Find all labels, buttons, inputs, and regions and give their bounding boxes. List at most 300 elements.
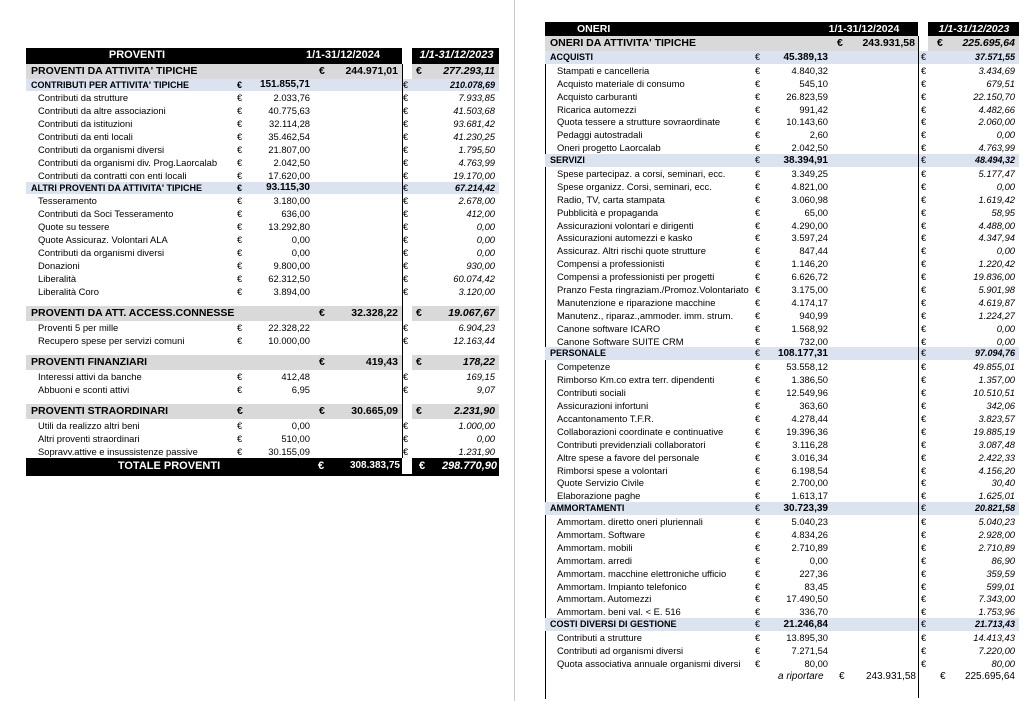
euro-sign: € bbox=[237, 105, 243, 116]
row-previous-value: 4.619,87 bbox=[978, 296, 1015, 308]
page-divider bbox=[514, 0, 515, 701]
section-current-value: 30.665,09 bbox=[351, 405, 398, 417]
euro-sign: € bbox=[921, 206, 927, 218]
table-row bbox=[26, 104, 499, 117]
euro-sign: € bbox=[237, 221, 243, 232]
table-row bbox=[545, 592, 1019, 605]
table-row bbox=[26, 194, 499, 207]
spacer bbox=[26, 347, 499, 355]
row-previous-value: 599,01 bbox=[986, 580, 1015, 592]
period-current: 1/1-31/12/2024 bbox=[828, 23, 900, 35]
euro-sign: € bbox=[403, 118, 409, 129]
subtotal-previous-value: 20.821,58 bbox=[974, 503, 1015, 514]
section-label: PROVENTI DA ATTIVITA' TIPICHE bbox=[31, 65, 198, 77]
euro-sign: € bbox=[403, 144, 409, 155]
row-previous-value: 3.823,57 bbox=[978, 412, 1015, 424]
row-previous-value: 4.488,00 bbox=[978, 219, 1015, 231]
row-current-value: 0,00 bbox=[809, 554, 828, 566]
euro-sign: € bbox=[755, 438, 761, 450]
table-row bbox=[545, 270, 1019, 283]
row-current-value: 4.290,00 bbox=[791, 219, 828, 231]
row-label: Contributi a strutture bbox=[557, 632, 642, 644]
row-current-value: 3.349,25 bbox=[791, 168, 828, 180]
table-row bbox=[545, 206, 1019, 219]
row-previous-value: 10.510,51 bbox=[973, 387, 1015, 399]
euro-sign: € bbox=[921, 180, 927, 192]
period-current: 1/1-31/12/2024 bbox=[305, 49, 380, 61]
row-current-value: 847,44 bbox=[799, 245, 828, 257]
row-previous-value: 1.795,50 bbox=[458, 144, 495, 155]
euro-sign: € bbox=[937, 37, 943, 49]
euro-sign: € bbox=[416, 65, 422, 77]
table-row bbox=[545, 567, 1019, 580]
row-current-value: 2.042,50 bbox=[273, 157, 310, 168]
table-row bbox=[545, 115, 1019, 128]
table-row bbox=[545, 296, 1019, 309]
euro-sign: € bbox=[403, 80, 409, 90]
row-previous-value: 2.678,00 bbox=[458, 195, 495, 206]
euro-sign: € bbox=[319, 307, 325, 319]
euro-sign: € bbox=[237, 335, 243, 346]
row-previous-value: 0,00 bbox=[476, 234, 495, 245]
row-label: Interessi attivi da banche bbox=[38, 371, 142, 382]
row-label: Ammortam. mobili bbox=[557, 541, 633, 553]
row-current-value: 6.626,72 bbox=[791, 271, 828, 283]
euro-sign: € bbox=[921, 64, 927, 76]
euro-sign: € bbox=[921, 490, 927, 502]
row-current-value: 336,70 bbox=[799, 606, 828, 618]
row-label: Quote Assicuraz. Volontari ALA bbox=[38, 234, 168, 245]
row-label: Compensi a professionisti bbox=[557, 258, 665, 270]
row-label: Contributi ad organismi diversi bbox=[557, 644, 684, 656]
euro-sign: € bbox=[403, 131, 409, 142]
euro-sign: € bbox=[755, 77, 761, 89]
row-previous-value: 5.040,23 bbox=[978, 516, 1015, 528]
table-row bbox=[545, 167, 1019, 180]
row-current-value: 0,00 bbox=[291, 234, 310, 245]
euro-sign: € bbox=[921, 296, 927, 308]
euro-sign: € bbox=[755, 52, 761, 62]
section-header-row bbox=[545, 36, 1019, 51]
row-current-value: 1.568,92 bbox=[791, 322, 828, 334]
row-label: Rimborsi spese a volontari bbox=[557, 464, 668, 476]
table-row bbox=[545, 128, 1019, 141]
row-current-value: 83,45 bbox=[804, 580, 828, 592]
total-current: 308.383,75 bbox=[349, 460, 400, 471]
row-current-value: 17.620,00 bbox=[268, 170, 310, 181]
euro-sign: € bbox=[755, 464, 761, 476]
euro-sign: € bbox=[921, 554, 927, 566]
row-label: Contributi da organismi diversi bbox=[38, 144, 165, 155]
section-previous-value: 19.067,67 bbox=[448, 307, 495, 319]
table-row bbox=[545, 141, 1019, 154]
table-row bbox=[545, 464, 1019, 477]
row-label: Acquisto carburanti bbox=[557, 90, 638, 102]
euro-sign: € bbox=[237, 446, 243, 457]
row-previous-value: 7.933,85 bbox=[458, 92, 495, 103]
row-previous-value: 41.503,68 bbox=[453, 105, 495, 116]
euro-sign: € bbox=[921, 477, 927, 489]
row-previous-value: 6.904,23 bbox=[458, 322, 495, 333]
row-label: Ammortam. beni val. < E. 516 bbox=[557, 606, 681, 618]
euro-sign: € bbox=[403, 221, 409, 232]
row-label: Canone software ICARO bbox=[557, 322, 661, 334]
section-current-value: 419,43 bbox=[365, 356, 398, 368]
table-row bbox=[26, 334, 499, 347]
row-label: Assicurazioni volontari e dirigenti bbox=[557, 219, 694, 231]
euro-sign: € bbox=[755, 632, 761, 644]
subtotal-label: PERSONALE bbox=[550, 348, 607, 359]
row-label: Contributi sociali bbox=[557, 387, 626, 399]
subtotal-current-value: 30.723,39 bbox=[783, 503, 828, 515]
euro-sign: € bbox=[921, 361, 927, 373]
row-label: Pedaggi autostradali bbox=[557, 129, 643, 141]
euro-sign: € bbox=[755, 129, 761, 141]
row-current-value: 62.312,50 bbox=[268, 273, 310, 284]
row-previous-value: 1.224,27 bbox=[978, 309, 1015, 321]
table-row bbox=[26, 117, 499, 130]
euro-sign: € bbox=[921, 400, 927, 412]
table-row bbox=[545, 657, 1019, 670]
euro-sign: € bbox=[755, 232, 761, 244]
row-label: Spese organizz. Corsi, seminari, ecc. bbox=[557, 180, 712, 192]
euro-sign: € bbox=[839, 670, 845, 682]
row-previous-value: 1.357,00 bbox=[978, 374, 1015, 386]
euro-sign: € bbox=[921, 412, 927, 424]
row-previous-value: 0,00 bbox=[996, 335, 1015, 347]
row-label: Competenze bbox=[557, 361, 611, 373]
subtotal-row bbox=[26, 79, 499, 91]
euro-sign: € bbox=[755, 490, 761, 502]
euro-sign: € bbox=[921, 129, 927, 141]
row-current-value: 26.823,59 bbox=[786, 90, 828, 102]
table-row bbox=[545, 244, 1019, 257]
row-label: Assicurazioni infortuni bbox=[557, 400, 649, 412]
row-previous-value: 3.434,69 bbox=[978, 64, 1015, 76]
euro-sign: € bbox=[403, 273, 409, 284]
row-previous-value: 12.163,44 bbox=[453, 335, 495, 346]
row-label: Pranzo Festa ringraziam./Promoz.Volontariato bbox=[557, 284, 749, 296]
table-row bbox=[545, 399, 1019, 412]
row-previous-value: 4.482,66 bbox=[978, 103, 1015, 115]
euro-sign: € bbox=[403, 195, 409, 206]
subtotal-label: ACQUISTI bbox=[550, 52, 594, 62]
proventi-table bbox=[26, 48, 499, 476]
row-label: Contributi da enti locali bbox=[38, 131, 133, 142]
row-previous-value: 7.343,00 bbox=[978, 593, 1015, 605]
euro-sign: € bbox=[755, 168, 761, 180]
euro-sign: € bbox=[921, 309, 927, 321]
euro-sign: € bbox=[237, 157, 243, 168]
row-label: Sopravv.attive e insussistenze passive bbox=[38, 446, 198, 457]
row-current-value: 65,00 bbox=[804, 206, 828, 218]
table-row bbox=[545, 541, 1019, 554]
euro-sign: € bbox=[237, 118, 243, 129]
row-current-value: 1.146,20 bbox=[791, 258, 828, 270]
euro-sign: € bbox=[755, 387, 761, 399]
euro-sign: € bbox=[755, 361, 761, 373]
row-previous-value: 2.710,89 bbox=[978, 541, 1015, 553]
euro-sign: € bbox=[755, 219, 761, 231]
bottom-rule bbox=[26, 474, 499, 476]
row-label: Contributi da Soci Tesseramento bbox=[38, 208, 174, 219]
euro-sign: € bbox=[921, 103, 927, 115]
row-label: Ammortam. diretto oneri pluriennali bbox=[557, 516, 703, 528]
row-current-value: 4.834,26 bbox=[791, 528, 828, 540]
row-label: Donazioni bbox=[38, 260, 80, 271]
row-previous-value: 9,07 bbox=[476, 384, 495, 395]
row-label: Contributi da strutture bbox=[38, 92, 129, 103]
row-current-value: 4.278,44 bbox=[791, 412, 828, 424]
row-label: Canone Software SUITE CRM bbox=[557, 335, 684, 347]
euro-sign: € bbox=[755, 245, 761, 257]
euro-sign: € bbox=[755, 64, 761, 76]
euro-sign: € bbox=[755, 206, 761, 218]
euro-sign: € bbox=[921, 580, 927, 592]
euro-sign: € bbox=[755, 335, 761, 347]
row-previous-value: 2.422,33 bbox=[978, 451, 1015, 463]
euro-sign: € bbox=[921, 387, 927, 399]
euro-sign: € bbox=[921, 541, 927, 553]
euro-sign: € bbox=[921, 284, 927, 296]
row-previous-value: 19.170,00 bbox=[453, 170, 495, 181]
row-previous-value: 4.347,94 bbox=[978, 232, 1015, 244]
euro-sign: € bbox=[755, 193, 761, 205]
carry-forward-row bbox=[545, 670, 1019, 684]
row-previous-value: 930,00 bbox=[466, 260, 495, 271]
euro-sign: € bbox=[755, 554, 761, 566]
row-previous-value: 679,51 bbox=[986, 77, 1015, 89]
table-row bbox=[545, 412, 1019, 425]
euro-sign: € bbox=[755, 155, 761, 166]
subtotal-row bbox=[545, 502, 1019, 515]
row-current-value: 4.840,32 bbox=[791, 64, 828, 76]
euro-sign: € bbox=[940, 670, 946, 682]
euro-sign: € bbox=[755, 284, 761, 296]
row-previous-value: 58,95 bbox=[991, 206, 1015, 218]
euro-sign: € bbox=[237, 131, 243, 142]
row-current-value: 10.000,00 bbox=[268, 335, 310, 346]
euro-sign: € bbox=[921, 464, 927, 476]
oneri-title: ONERI bbox=[577, 23, 611, 35]
table-row bbox=[545, 335, 1019, 348]
euro-sign: € bbox=[237, 405, 243, 417]
row-label: Proventi 5 per mille bbox=[38, 322, 119, 333]
section-current-value: 243.931,58 bbox=[862, 37, 915, 49]
euro-sign: € bbox=[755, 296, 761, 308]
euro-sign: € bbox=[755, 477, 761, 489]
section-header-row bbox=[26, 355, 499, 370]
euro-sign: € bbox=[921, 335, 927, 347]
euro-sign: € bbox=[921, 322, 927, 334]
row-previous-value: 30,40 bbox=[991, 477, 1015, 489]
row-current-value: 3.116,28 bbox=[792, 438, 828, 450]
row-previous-value: 169,15 bbox=[466, 371, 495, 382]
euro-sign: € bbox=[237, 286, 243, 297]
euro-sign: € bbox=[755, 451, 761, 463]
row-current-value: 40.775,63 bbox=[268, 105, 310, 116]
euro-sign: € bbox=[755, 528, 761, 540]
row-current-value: 53.558,12 bbox=[786, 361, 828, 373]
euro-sign: € bbox=[755, 374, 761, 386]
table-row bbox=[545, 309, 1019, 322]
row-label: Rimborso Km.co extra terr. dipendenti bbox=[557, 374, 715, 386]
row-label: Accantonamento T.F.R. bbox=[557, 412, 654, 424]
row-current-value: 4.174,17 bbox=[791, 296, 828, 308]
euro-sign: € bbox=[319, 65, 325, 77]
row-current-value: 6,95 bbox=[291, 384, 310, 395]
row-current-value: 10.143,60 bbox=[786, 116, 828, 128]
table-row bbox=[26, 233, 499, 246]
subtotal-previous-value: 210.078,69 bbox=[449, 80, 495, 90]
row-current-value: 13.895,30 bbox=[786, 632, 828, 644]
oneri-header bbox=[545, 22, 1019, 36]
table-row bbox=[26, 143, 499, 156]
euro-sign: € bbox=[921, 258, 927, 270]
subtotal-row bbox=[545, 51, 1019, 64]
row-previous-value: 49.855,01 bbox=[973, 361, 1015, 373]
row-previous-value: 80,00 bbox=[991, 657, 1015, 669]
row-label: Contributi previdenziali collaboratori bbox=[557, 438, 706, 450]
row-label: Oneri progetto Laorcalab bbox=[557, 142, 661, 154]
row-label: Radio, TV, carta stampata bbox=[557, 193, 665, 205]
euro-sign: € bbox=[755, 90, 761, 102]
row-previous-value: 22.150,70 bbox=[973, 90, 1015, 102]
section-header-row bbox=[26, 306, 499, 321]
euro-sign: € bbox=[921, 168, 927, 180]
oneri-table bbox=[545, 22, 1019, 684]
carry-current: 243.931,58 bbox=[865, 670, 916, 682]
row-label: Elaborazione paghe bbox=[557, 490, 641, 502]
row-current-value: 4.821,00 bbox=[791, 180, 828, 192]
euro-sign: € bbox=[403, 92, 409, 103]
table-row bbox=[26, 169, 499, 182]
table-row bbox=[545, 425, 1019, 438]
row-current-value: 3.060,98 bbox=[791, 193, 828, 205]
euro-sign: € bbox=[755, 103, 761, 115]
euro-sign: € bbox=[921, 142, 927, 154]
euro-sign: € bbox=[921, 438, 927, 450]
table-row bbox=[545, 528, 1019, 541]
euro-sign: € bbox=[837, 37, 843, 49]
euro-sign: € bbox=[921, 219, 927, 231]
euro-sign: € bbox=[921, 606, 927, 618]
subtotal-previous-value: 97.094,76 bbox=[974, 348, 1015, 359]
euro-sign: € bbox=[921, 425, 927, 437]
row-label: Quota associativa annuale organismi diversi bbox=[557, 657, 741, 669]
table-row bbox=[26, 445, 499, 458]
row-current-value: 510,00 bbox=[281, 433, 310, 444]
row-previous-value: 1.625,01 bbox=[978, 490, 1015, 502]
table-row bbox=[545, 219, 1019, 232]
row-label: Contributi da contratti con enti locali bbox=[38, 170, 187, 181]
row-label: Manutenz., riparaz.,ammoder. imm. strum. bbox=[557, 309, 734, 321]
euro-sign: € bbox=[921, 116, 927, 128]
euro-sign: € bbox=[237, 384, 243, 395]
total-label: TOTALE PROVENTI bbox=[117, 460, 221, 472]
row-previous-value: 0,00 bbox=[476, 247, 495, 258]
euro-sign: € bbox=[921, 619, 927, 630]
euro-sign: € bbox=[237, 183, 243, 193]
euro-sign: € bbox=[755, 142, 761, 154]
row-previous-value: 359,59 bbox=[986, 567, 1015, 579]
row-previous-value: 1.000,00 bbox=[458, 420, 495, 431]
table-row bbox=[26, 130, 499, 143]
table-row bbox=[545, 322, 1019, 335]
euro-sign: € bbox=[237, 234, 243, 245]
table-row bbox=[545, 64, 1019, 77]
euro-sign: € bbox=[755, 271, 761, 283]
euro-sign: € bbox=[921, 348, 927, 359]
row-current-value: 19.396,36 bbox=[786, 425, 828, 437]
row-current-value: 412,48 bbox=[281, 371, 310, 382]
row-current-value: 227,36 bbox=[799, 567, 828, 579]
row-previous-value: 0,00 bbox=[996, 245, 1015, 257]
euro-sign: € bbox=[755, 606, 761, 618]
subtotal-label: SERVIZI bbox=[550, 155, 585, 166]
table-row bbox=[545, 257, 1019, 270]
euro-sign: € bbox=[921, 644, 927, 656]
table-row bbox=[26, 156, 499, 169]
euro-sign: € bbox=[237, 247, 243, 258]
row-current-value: 940,99 bbox=[799, 309, 828, 321]
euro-sign: € bbox=[755, 348, 761, 359]
row-label: Ammortam. arredi bbox=[557, 554, 633, 566]
euro-sign: € bbox=[921, 451, 927, 463]
euro-sign: € bbox=[403, 420, 409, 431]
row-previous-value: 4.763,99 bbox=[978, 142, 1015, 154]
row-label: Liberalità bbox=[38, 273, 77, 284]
subtotal-previous-value: 48.494,32 bbox=[974, 155, 1015, 166]
section-previous-value: 178,22 bbox=[462, 356, 495, 368]
row-current-value: 21.807,00 bbox=[268, 144, 310, 155]
euro-sign: € bbox=[319, 356, 325, 368]
row-label: Quota tessere a strutture sovraordinate bbox=[557, 116, 721, 128]
euro-sign: € bbox=[237, 144, 243, 155]
table-row bbox=[26, 432, 499, 445]
subtotal-current-value: 93.115,30 bbox=[266, 182, 310, 193]
table-row bbox=[545, 515, 1019, 528]
euro-sign: € bbox=[419, 460, 426, 472]
subtotal-current-value: 45.389,13 bbox=[783, 52, 828, 63]
table-row bbox=[545, 580, 1019, 593]
subtotal-previous-value: 37.571,55 bbox=[974, 52, 1015, 62]
euro-sign: € bbox=[921, 567, 927, 579]
euro-sign: € bbox=[755, 116, 761, 128]
row-label: Stampati e cancelleria bbox=[557, 64, 650, 76]
euro-sign: € bbox=[755, 258, 761, 270]
table-row bbox=[545, 90, 1019, 103]
section-label: PROVENTI DA ATT. ACCESS.CONNESSE bbox=[31, 307, 235, 319]
row-previous-value: 4.763,99 bbox=[458, 157, 495, 168]
row-current-value: 3.894,00 bbox=[273, 286, 310, 297]
row-current-value: 1.613,17 bbox=[791, 490, 828, 502]
euro-sign: € bbox=[237, 433, 243, 444]
row-label: Quote su tessere bbox=[38, 221, 110, 232]
subtotal-previous-value: 67.214,42 bbox=[454, 183, 495, 193]
row-current-value: 3.180,00 bbox=[273, 195, 310, 206]
euro-sign: € bbox=[755, 567, 761, 579]
row-previous-value: 0,00 bbox=[996, 180, 1015, 192]
row-current-value: 545,10 bbox=[799, 77, 828, 89]
euro-sign: € bbox=[403, 208, 409, 219]
row-label: Collaborazioni coordinate e continuative bbox=[557, 425, 724, 437]
euro-sign: € bbox=[921, 374, 927, 386]
table-row bbox=[26, 383, 499, 396]
subtotal-row bbox=[545, 618, 1019, 631]
row-current-value: 7.271,54 bbox=[791, 644, 828, 656]
euro-sign: € bbox=[403, 260, 409, 271]
